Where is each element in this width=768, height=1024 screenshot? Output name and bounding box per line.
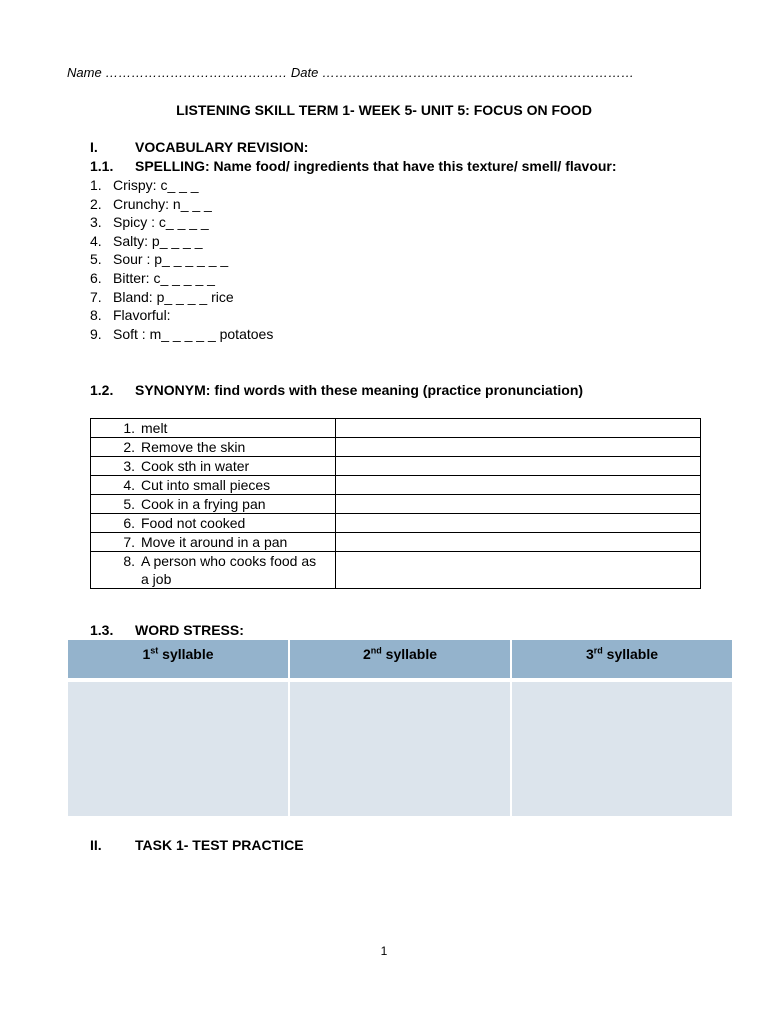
table-row bbox=[91, 419, 701, 438]
list-item: 6. Bitter: c_ _ _ _ _ bbox=[90, 269, 215, 286]
term-cell: 7. Move it around in a pan bbox=[91, 533, 336, 552]
term-cell: 1. melt bbox=[91, 419, 336, 438]
section-label: SYNONYM: find words with these meaning (practice pronunciation) bbox=[135, 382, 584, 398]
stress-cell-2nd[interactable] bbox=[290, 682, 510, 816]
page-title: LISTENING SKILL TERM 1- WEEK 5- UNIT 5: FOCUS ON FOOD bbox=[176, 102, 592, 118]
list-item: 1. Crispy: c_ _ _ bbox=[90, 177, 199, 193]
term-cell: 4. Cut into small pieces bbox=[91, 476, 336, 495]
answer-cell[interactable] bbox=[336, 533, 701, 552]
table-row bbox=[91, 438, 701, 457]
table-row bbox=[91, 552, 701, 589]
list-item: 8. Flavorful: bbox=[90, 307, 171, 324]
stress-cell-3rd[interactable] bbox=[512, 682, 732, 816]
answer-cell[interactable] bbox=[336, 476, 701, 495]
word-stress-table bbox=[68, 640, 732, 816]
answer-cell[interactable] bbox=[336, 495, 701, 514]
section-number: 1.2. bbox=[90, 382, 114, 398]
name-date-line: Name …………………………………… Date ……………………………………………………………… bbox=[67, 65, 634, 80]
answer-cell[interactable] bbox=[336, 514, 701, 533]
list-item: 2. Crunchy: n_ _ _ bbox=[90, 195, 212, 212]
spelling-heading bbox=[90, 158, 617, 174]
section-label: SPELLING: Name food/ ingredients that have this texture/ smell/ flavour: bbox=[135, 158, 617, 174]
term-cell: 5. Cook in a frying pan bbox=[91, 495, 336, 514]
answer-cell[interactable] bbox=[336, 419, 701, 438]
table-row bbox=[91, 495, 701, 514]
section-label: VOCABULARY REVISION: bbox=[135, 139, 309, 155]
spelling-list bbox=[90, 176, 273, 343]
term-cell: 6. Food not cooked bbox=[91, 514, 336, 533]
task-practice-heading bbox=[90, 837, 304, 853]
answer-cell[interactable] bbox=[336, 552, 701, 589]
table-row bbox=[91, 514, 701, 533]
table-row bbox=[91, 533, 701, 552]
section-number: 1.1. bbox=[90, 158, 114, 174]
table-row bbox=[91, 457, 701, 476]
synonym-heading bbox=[90, 382, 583, 398]
answer-cell[interactable] bbox=[336, 457, 701, 476]
stress-header-2nd: 2nd syllable bbox=[290, 640, 510, 678]
page-number: 1 bbox=[380, 944, 388, 958]
section-label: TASK 1- TEST PRACTICE bbox=[135, 837, 304, 853]
stress-cell-1st[interactable] bbox=[68, 682, 288, 816]
section-number: II. bbox=[90, 837, 102, 853]
section-number: I. bbox=[90, 139, 98, 155]
stress-header-1st: 1st syllable bbox=[68, 640, 288, 678]
section-vocabulary-heading bbox=[90, 139, 308, 155]
list-item: 4. Salty: p_ _ _ _ bbox=[90, 232, 203, 249]
answer-cell[interactable] bbox=[336, 438, 701, 457]
term-cell: 3. Cook sth in water bbox=[91, 457, 336, 476]
section-number: 1.3. bbox=[90, 622, 114, 638]
list-item: 3. Spicy : c_ _ _ _ bbox=[90, 214, 209, 231]
stress-header-3rd: 3rd syllable bbox=[512, 640, 732, 678]
table-row bbox=[91, 476, 701, 495]
word-stress-heading bbox=[90, 622, 244, 638]
term-cell: 2. Remove the skin bbox=[91, 438, 336, 457]
list-item: 9. Soft : m_ _ _ _ _ potatoes bbox=[90, 325, 274, 342]
term-cell: 8. A person who cooks food as a job bbox=[91, 552, 336, 589]
synonym-table bbox=[90, 418, 701, 589]
list-item: 5. Sour : p_ _ _ _ _ _ bbox=[90, 251, 229, 268]
section-label: WORD STRESS: bbox=[135, 622, 244, 638]
list-item: 7. Bland: p_ _ _ _ rice bbox=[90, 288, 234, 305]
